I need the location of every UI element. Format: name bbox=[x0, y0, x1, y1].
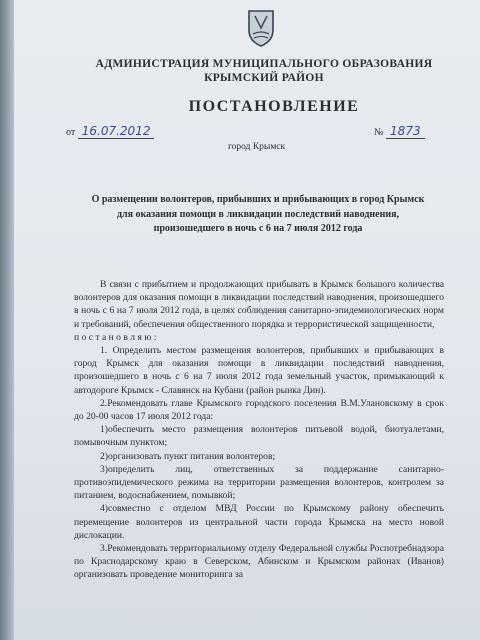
coat-of-arms-icon bbox=[246, 8, 276, 48]
date-value: 16.07.2012 bbox=[78, 124, 155, 139]
date-prefix: от bbox=[66, 127, 76, 138]
document-title: ПОСТАНОВЛЕНИЕ bbox=[188, 98, 360, 115]
number-prefix: № bbox=[374, 127, 384, 138]
document-subject bbox=[78, 193, 438, 237]
clause-2-item-2: 2)организовать пункт питания волонтеров; bbox=[100, 450, 276, 462]
preamble-paragraph: В связи с прибытием и продолжающих прибывать в Крымск большого количества волонтеров для оказания помощи в ликвидации последствий наводнения, произошедшего в ночь с 6 на 7 июля 2012 года, в целях соблюдения санитарно-эпидемиологических норм и требований, обеспечения общественного порядка и террористической защищенности, bbox=[74, 279, 444, 330]
clause-2-item-1: 1)обеспечить место размещения волонтеров питьевой водой, биотуалетами, помывочным пунктом; bbox=[74, 424, 444, 449]
document-date bbox=[66, 124, 154, 138]
district-name: КРЫМСКИЙ РАЙОН bbox=[204, 72, 324, 84]
clause-3: 3.Рекомендовать территориальному отделу Федеральной службы Роспотребнадзора по Краснодарскому краю в Северском, Абинском и Крымском районах (Иванов) организовать проведение мониторинга за bbox=[74, 543, 444, 581]
number-value: 1873 bbox=[386, 124, 425, 139]
subject-line: для оказания помощи в ликвидации последствий наводнения, bbox=[116, 208, 400, 220]
clause-1: 1. Определить местом размещения волонтеров, прибывших и прибывающих в город Крымск для оказания помощи в ликвидации последствий наводнения, произошедшего в ночь с 6 на 7 июля 2012 года земельный участок, примыкающий к автодороге Крымск - Славянск на Кубани (район рынка Дин). bbox=[74, 345, 444, 396]
document-body bbox=[74, 278, 444, 582]
subject-line: произошедшего в ночь с 6 на 7 июля 2012 года bbox=[153, 223, 363, 234]
organization-name: АДМИНИСТРАЦИЯ МУНИЦИПАЛЬНОГО ОБРАЗОВАНИЯ bbox=[95, 58, 433, 70]
document-number bbox=[374, 124, 425, 138]
clause-2: 2.Рекомендовать главе Крымского городского поселения В.М.Улановскому в срок до 20-00 часов 17 июля 2012 года: bbox=[74, 397, 444, 423]
city-label: город Крымск bbox=[228, 142, 286, 152]
clause-2-item-3: 3)определить лиц, ответственных за поддержание санитарно-противоэпидемического режима на территории размещения волонтеров, контролем за питанием, водоснабжением, помывкой; bbox=[74, 463, 444, 502]
decree-word: п о с т а н о в л я ю : bbox=[74, 331, 157, 343]
subject-line: О размещении волонтеров, прибывших и прибывающих в город Крымск bbox=[91, 194, 425, 205]
document-page bbox=[14, 0, 480, 640]
clause-2-item-4: 4)совместно с отделом МВД России по Крымскому району обеспечить перемещение волонтеров из центральной части города Крымска на место новой дислокации. bbox=[74, 503, 444, 541]
